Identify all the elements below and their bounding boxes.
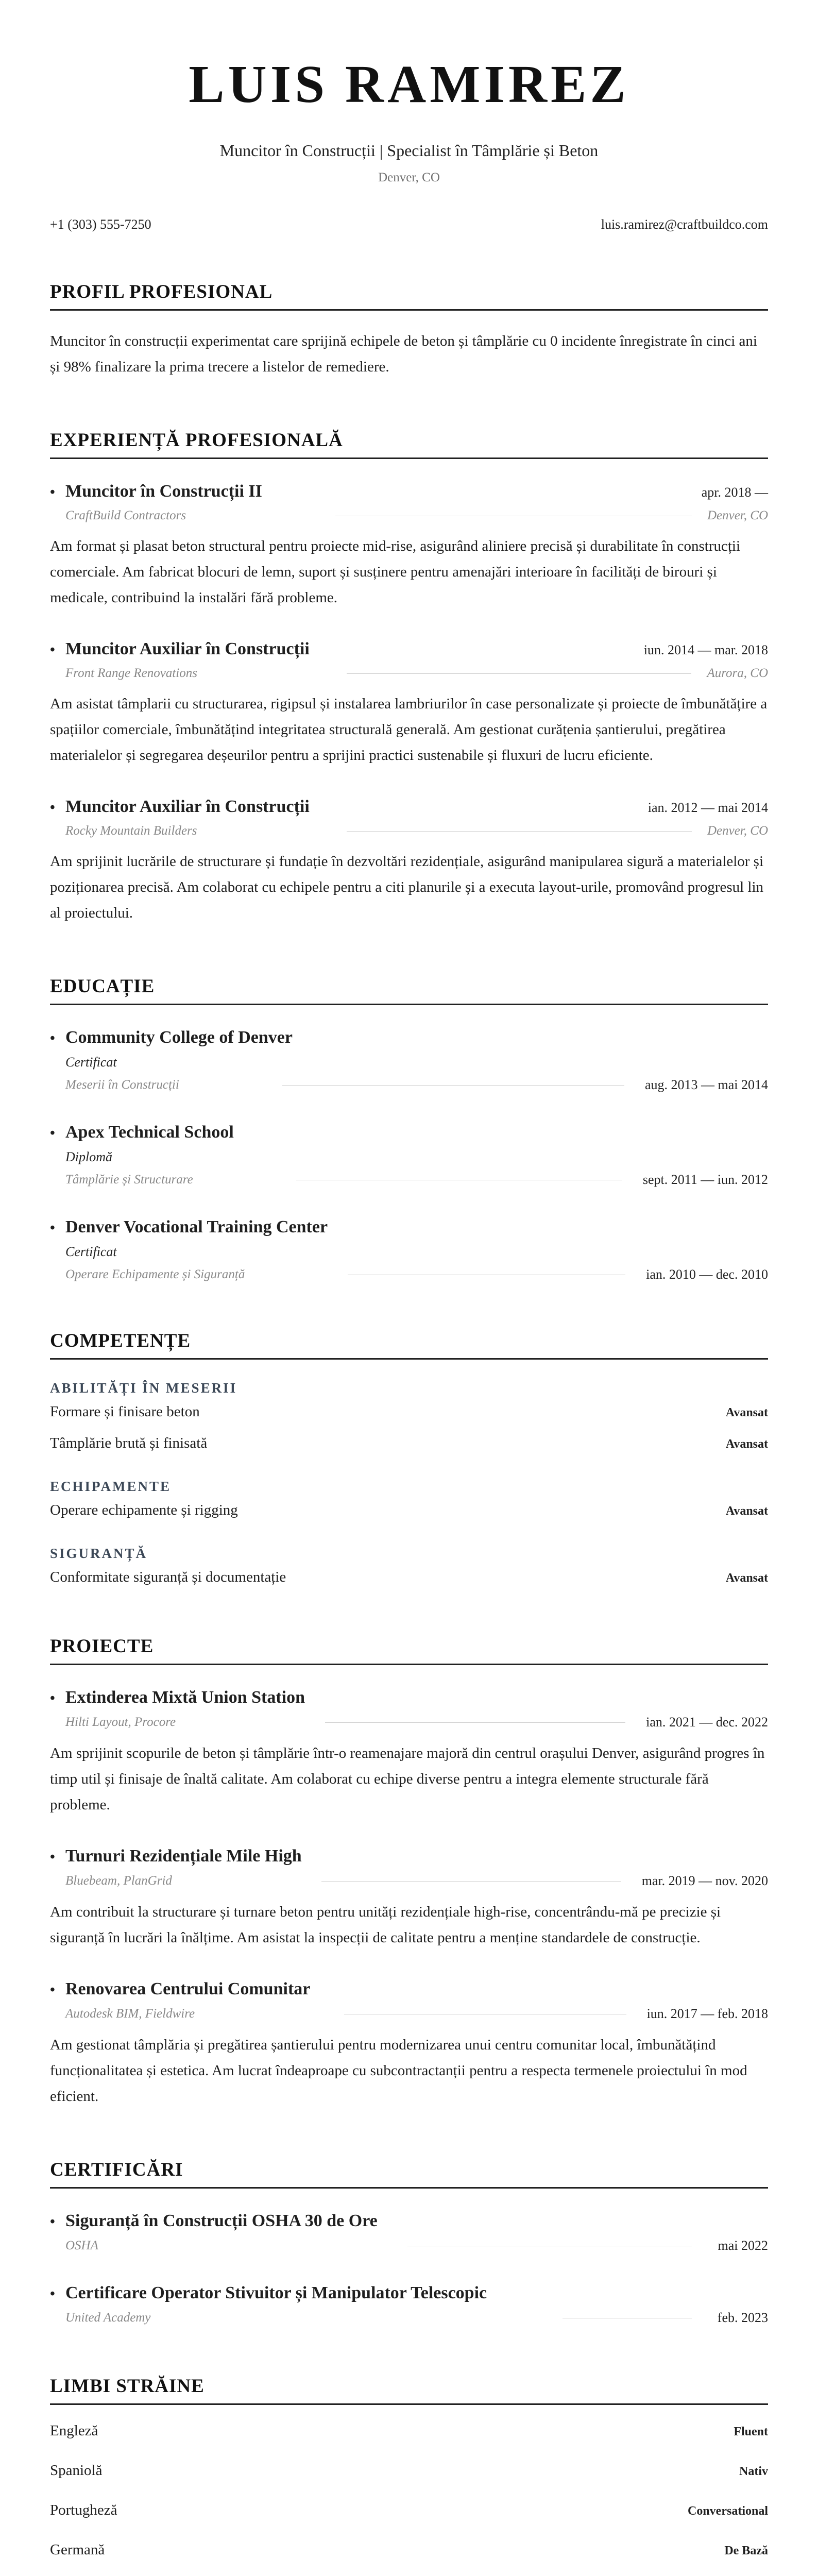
- education-entry: [50, 1123, 768, 1188]
- section-title: COMPETENȚE: [50, 1330, 768, 1360]
- bullet-icon: •: [50, 1220, 55, 1236]
- section-title: EXPERIENȚĂ PROFESIONALĂ: [50, 429, 768, 459]
- bullet-icon: •: [50, 642, 55, 658]
- experience-entry: [50, 482, 768, 611]
- certification-issuer: OSHA: [65, 2239, 98, 2252]
- candidate-location: Denver, CO: [378, 171, 440, 184]
- profile-summary: Muncitor în construcții experimentat care sprijină echipele de beton și tâmplărie cu 0 incidente înregistrate în cinci ani și 98% finalizare la prima trecere a listelor de remediere.: [50, 333, 757, 375]
- language-row: [50, 2502, 768, 2519]
- certification-name: Certificare Operator Stivuitor și Manipulator Telescopic: [65, 2283, 487, 2302]
- language-level: De Bază: [724, 2544, 768, 2557]
- skill-level: Avansat: [725, 1504, 768, 1518]
- language-list: [50, 2422, 768, 2558]
- project-tools: Autodesk BIM, Fieldwire: [65, 2007, 195, 2021]
- certification-date: feb. 2023: [717, 2310, 768, 2325]
- project-dates: iun. 2017 — feb. 2018: [646, 2006, 768, 2021]
- job-dates: apr. 2018 —: [701, 485, 768, 500]
- language-row: [50, 2462, 768, 2479]
- bullet-icon: •: [50, 1982, 55, 1998]
- section-title: CERTIFICĂRI: [50, 2159, 768, 2189]
- section-title: PROFIL PROFESIONAL: [50, 281, 768, 311]
- project-tools: Bluebeam, PlanGrid: [65, 1874, 172, 1888]
- skill-level: Avansat: [725, 1437, 768, 1451]
- language-name: Spaniolă: [50, 2462, 103, 2479]
- section-title: PROIECTE: [50, 1635, 768, 1665]
- project-entry: [50, 1688, 768, 1818]
- language-row: [50, 2541, 768, 2558]
- contact-row: [50, 217, 768, 232]
- resume-header: [50, 0, 768, 185]
- language-name: Engleză: [50, 2422, 98, 2439]
- bullet-icon: •: [50, 800, 55, 816]
- field-of-study: Operare Echipamente și Siguranță: [65, 1267, 245, 1281]
- field-of-study: Tâmplărie și Structurare: [65, 1173, 193, 1187]
- job-location: Aurora, CO: [707, 666, 768, 680]
- degree-type: Certificat: [65, 1055, 117, 1070]
- bullet-icon: •: [50, 2214, 55, 2230]
- education-entry: [50, 1028, 768, 1093]
- project-tools: Hilti Layout, Procore: [65, 1715, 176, 1729]
- job-description: Am asistat tâmplarii cu structurarea, rigipsul și instalarea lambriurilor în case personalizate și proiecte de îmbunătățire a spațiilor comerciale, îmbunătățind integritatea structurală generală. Am gestionat curățenia șantierului, pregătirea materialelor și segregarea deșeurilor pentru a sprijini practici sustenabile și fluxuri de lucru eficiente.: [50, 696, 768, 764]
- project-name: Renovarea Centrului Comunitar: [65, 1979, 311, 1998]
- divider: [282, 1085, 624, 1086]
- education-dates: ian. 2010 — dec. 2010: [646, 1267, 768, 1282]
- certification-date: mai 2022: [718, 2238, 768, 2253]
- education-dates: aug. 2013 — mai 2014: [644, 1077, 768, 1092]
- skill-name: Tâmplărie brută și finisată: [50, 1435, 208, 1451]
- project-name: Extinderea Mixtă Union Station: [65, 1688, 305, 1707]
- job-description: Am format și plasat beton structural pentru proiecte mid-rise, asigurând aliniere precisă și durabilitate în construcții comerciale. Am fabricat blocuri de lemn, suport și susținere pentru amenajări interioare în facilități de birouri și medicale, contribuind la instalări fără probleme.: [50, 538, 741, 606]
- skill-level: Avansat: [725, 1571, 768, 1585]
- email-address: luis.ramirez@craftbuildco.com: [601, 217, 768, 232]
- phone-number: +1 (303) 555-7250: [50, 217, 151, 232]
- skills-section: [50, 1330, 768, 1586]
- job-description: Am sprijinit lucrările de structurare și fundație în dezvoltări rezidențiale, asigurând manipularea sigură a materialelor și poziționarea precisă. Am colaborat cu echipele pentru a citi planurile și a executa layout-urile, promovând progresul lin al proiectului.: [50, 853, 764, 921]
- divider: [321, 1881, 621, 1882]
- skill-row: [50, 1435, 768, 1452]
- certification-issuer: United Academy: [65, 2311, 151, 2325]
- bullet-icon: •: [50, 1690, 55, 1706]
- section-title: EDUCAȚIE: [50, 975, 768, 1005]
- company-name: Rocky Mountain Builders: [65, 824, 197, 838]
- project-entry: [50, 1846, 768, 1951]
- skill-row: [50, 1403, 768, 1420]
- project-name: Turnuri Rezidențiale Mile High: [65, 1846, 302, 1866]
- experience-entry: [50, 639, 768, 768]
- project-entry: [50, 1979, 768, 2109]
- projects-section: [50, 1635, 768, 2109]
- project-dates: ian. 2021 — dec. 2022: [646, 1715, 768, 1730]
- experience-section: [50, 429, 768, 926]
- language-level: Conversational: [688, 2504, 768, 2518]
- education-dates: sept. 2011 — iun. 2012: [642, 1172, 768, 1187]
- project-dates: mar. 2019 — nov. 2020: [641, 1873, 768, 1888]
- language-level: Fluent: [734, 2425, 768, 2438]
- divider: [325, 1722, 625, 1723]
- skill-category: SIGURANȚĂ: [50, 1546, 148, 1561]
- certification-entry: [50, 2283, 768, 2326]
- language-row: [50, 2422, 768, 2439]
- divider: [347, 831, 692, 832]
- candidate-name: LUIS RAMIREZ: [189, 55, 629, 114]
- bullet-icon: •: [50, 1125, 55, 1141]
- education-entry: [50, 1217, 768, 1282]
- skill-name: Formare și finisare beton: [50, 1403, 200, 1420]
- section-title: LIMBI STRĂINE: [50, 2375, 768, 2405]
- degree-type: Diplomă: [65, 1149, 112, 1164]
- company-name: CraftBuild Contractors: [65, 509, 186, 522]
- language-name: Germană: [50, 2541, 105, 2558]
- skill-row: [50, 1502, 768, 1519]
- bullet-icon: •: [50, 2286, 55, 2302]
- skill-category: ECHIPAMENTE: [50, 1479, 172, 1494]
- school-name: Denver Vocational Training Center: [65, 1217, 328, 1236]
- job-dates: iun. 2014 — mar. 2018: [643, 642, 768, 657]
- bullet-icon: •: [50, 1849, 55, 1865]
- project-description: Am gestionat tâmplăria și pregătirea șantierului pentru modernizarea unui centru comunitar local, îmbunătățind funcționalitatea și estetica. Am lucrat îndeaproape cu subcontractanții pentru a respecta termenele proiectului în mod eficient.: [50, 2037, 747, 2105]
- language-level: Nativ: [739, 2465, 768, 2478]
- certifications-section: [50, 2159, 768, 2326]
- education-section: [50, 975, 768, 1282]
- skill-level: Avansat: [725, 1406, 768, 1419]
- profile-section: [50, 281, 768, 380]
- skill-name: Operare echipamente și rigging: [50, 1502, 238, 1518]
- job-title: Muncitor Auxiliar în Construcții: [65, 639, 310, 658]
- job-title: Muncitor în Construcții II: [65, 482, 262, 501]
- candidate-tagline: Muncitor în Construcții | Specialist în Tâmplărie și Beton: [219, 141, 599, 160]
- job-location: Denver, CO: [707, 824, 768, 838]
- company-name: Front Range Renovations: [65, 666, 197, 680]
- certification-name: Siguranță în Construcții OSHA 30 de Ore: [65, 2211, 378, 2230]
- divider: [347, 673, 691, 674]
- job-location: Denver, CO: [707, 509, 768, 522]
- school-name: Community College of Denver: [65, 1028, 293, 1047]
- skill-category: ABILITĂȚI ÎN MESERII: [50, 1380, 237, 1396]
- experience-entry: [50, 797, 768, 926]
- school-name: Apex Technical School: [65, 1123, 234, 1142]
- job-dates: ian. 2012 — mai 2014: [647, 800, 768, 815]
- job-title: Muncitor Auxiliar în Construcții: [65, 797, 310, 816]
- skill-name: Conformitate siguranță și documentație: [50, 1569, 286, 1585]
- skill-row: [50, 1569, 768, 1586]
- degree-type: Certificat: [65, 1244, 117, 1259]
- project-description: Am contribuit la structurare și turnare beton pentru unități rezidențiale high-rise, concentrându-mă pe precizie și siguranță în lucrări la înălțime. Am asistat la inspecții de calitate pentru a menține standardele de construcție.: [50, 1904, 721, 1946]
- language-name: Portugheză: [50, 2502, 117, 2518]
- certification-entry: [50, 2211, 768, 2253]
- project-description: Am sprijinit scopurile de beton și tâmplărie într-o reamenajare majoră din centrul orașului Denver, asigurând progres în timp util și finisaje de înaltă calitate. Am colaborat cu echipe diverse pentru a integra elemente structurale fără probleme.: [50, 1745, 765, 1813]
- languages-section: [50, 2375, 768, 2558]
- field-of-study: Meserii în Construcții: [65, 1078, 179, 1092]
- bullet-icon: •: [50, 484, 55, 500]
- bullet-icon: •: [50, 1030, 55, 1046]
